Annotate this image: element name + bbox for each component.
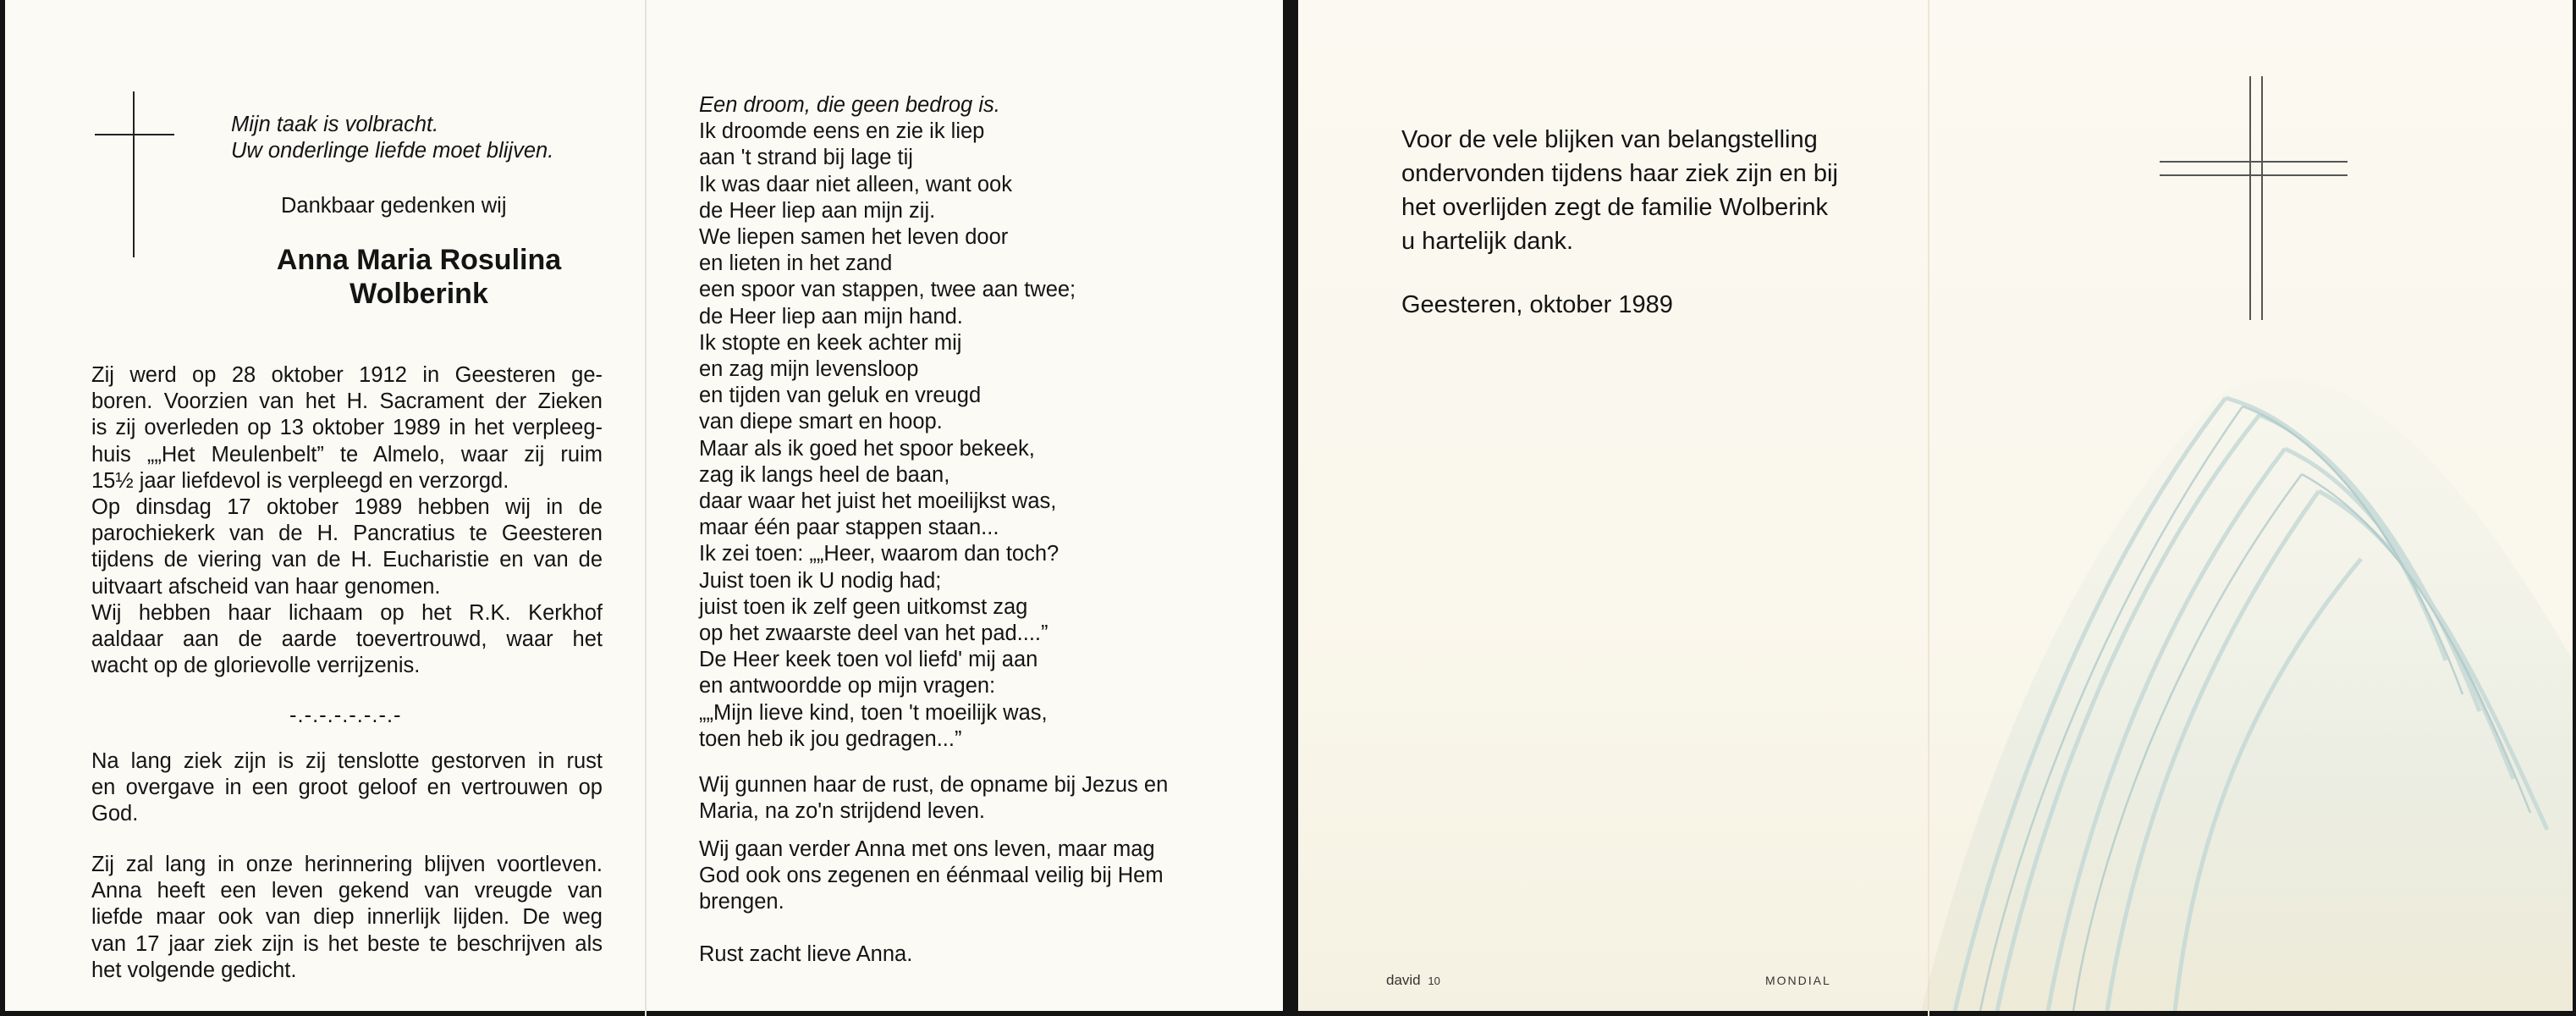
- text-line: van 17 jaar ziek zijn is het beste te beschrijven als: [91, 931, 603, 956]
- text-line: God.: [91, 802, 139, 826]
- bio-line: aaldaar aan de aarde toevertrouwd, waar het: [91, 627, 603, 652]
- poem-line: de Heer liep aan mijn hand.: [699, 304, 963, 329]
- text-line: God ook ons zegenen en éénmaal veilig bij Hem: [699, 864, 1164, 888]
- closing-paragraph-2: [699, 837, 1164, 916]
- poem-line: en tijden van geluk en vreugd: [699, 384, 982, 408]
- dedication: Dankbaar gedenken wij: [281, 194, 507, 218]
- poem-line: van diepe smart en hoop.: [699, 410, 943, 434]
- poem-line: Ik was daar niet alleen, want ook: [699, 172, 1012, 196]
- place-date: Geesteren, oktober 1989: [1401, 291, 1673, 318]
- poem-line: aan 't strand bij lage tij: [699, 146, 913, 170]
- text-line: Na lang ziek zijn is zij tenslotte gestorven in rust: [91, 749, 603, 773]
- name-line-2: Wolberink: [350, 278, 488, 310]
- poem-line: maar één paar stappen staan...: [699, 516, 999, 540]
- text-line: Voor de vele blijken van belangstelling: [1401, 126, 1818, 153]
- poem-line: Juist toen ik U nodig had;: [699, 568, 942, 593]
- poem-line: Ik zei toen: „„Heer, waarom dan toch?: [699, 542, 1060, 566]
- poem-line: zag ik langs heel de baan,: [699, 462, 950, 487]
- name-line-1: Anna Maria Rosulina: [276, 244, 562, 276]
- text-line: liefde maar ook van diep innerlijk lijden. De weg: [91, 905, 603, 930]
- bio-line: is zij overleden op 13 oktober 1989 in het verpleeg-: [91, 416, 603, 440]
- text-line: en overgave in een groot geloof en vertrouwen op: [91, 776, 603, 800]
- printer-model-name: david: [1386, 972, 1421, 988]
- text-line: brengen.: [699, 890, 784, 914]
- quote-line: Mijn taak is volbracht.: [231, 113, 439, 136]
- deceased-name: [152, 243, 685, 311]
- text-line: ondervonden tijdens haar ziek zijn en bij: [1401, 160, 1838, 187]
- grass-illustration: [1921, 305, 2573, 1011]
- thanks-paragraph: [1401, 123, 1838, 258]
- closing-paragraph-1: [699, 772, 1168, 825]
- poem-line: de Heer liep aan mijn zij.: [699, 198, 936, 223]
- poem-line: We liepen samen het leven door: [699, 225, 1009, 250]
- death-paragraph: [91, 748, 603, 828]
- poem-line: en zag mijn levensloop: [699, 357, 919, 382]
- biography: [91, 362, 603, 679]
- printer-model-number: 10: [1428, 975, 1440, 987]
- memory-paragraph: [91, 852, 603, 984]
- poem-line: en lieten in het zand: [699, 251, 893, 276]
- opening-quote: [231, 112, 553, 164]
- bio-line: Wij hebben haar lichaam op het R.K. Kerkhof: [91, 600, 603, 625]
- poem: [699, 92, 1076, 753]
- text-line: Maria, na zo'n strijdend leven.: [699, 799, 985, 824]
- bio-line: 15½ jaar liefdevol is verpleegd en verzorgd.: [91, 468, 509, 493]
- poem-line: juist toen ik zelf geen uitkomst zag: [699, 594, 1028, 619]
- bio-line: huis „„Het Meulenbelt” te Almelo, waar zij ruim: [91, 442, 603, 467]
- text-line: het overlijden zegt de familie Wolberink: [1401, 194, 1829, 221]
- poem-line: Ik stopte en keek achter mij: [699, 330, 962, 355]
- text-line: het volgende gedicht.: [91, 958, 297, 982]
- printer-brand: MONDIAL: [1765, 974, 1831, 987]
- poem-line: Maar als ik goed het spoor bekeek,: [699, 436, 1035, 461]
- poem-title: Een droom, die geen bedrog is.: [699, 93, 1000, 117]
- separator: -.-.-.-.-.-.-.-: [289, 704, 402, 727]
- poem-line: en antwoordde op mijn vragen:: [699, 674, 996, 698]
- bio-line: parochiekerk van de H. Pancratius te Geesteren: [91, 522, 603, 546]
- poem-line: De Heer keek toen vol liefd' mij aan: [699, 648, 1038, 672]
- poem-line: „„Mijn lieve kind, toen 't moeilijk was,: [699, 700, 1048, 725]
- text-line: Wij gaan verder Anna met ons leven, maar mag: [699, 837, 1155, 861]
- farewell: Rust zacht lieve Anna.: [699, 942, 913, 966]
- bio-line: tijdens de viering van de H. Eucharistie en van de: [91, 548, 603, 572]
- text-line: Anna heeft een leven gekend van vreugde van: [91, 879, 603, 903]
- poem-line: toen heb ik jou gedragen...”: [699, 726, 962, 751]
- poem-line: een spoor van stappen, twee aan twee;: [699, 278, 1076, 302]
- text-line: Zij zal lang in onze herinnering blijven voortleven.: [91, 853, 603, 876]
- printer-model: [1386, 972, 1440, 989]
- bio-line: Op dinsdag 17 oktober 1989 hebben wij in de: [91, 495, 603, 520]
- quote-line: Uw onderlinge liefde moet blijven.: [231, 139, 554, 163]
- poem-line: op het zwaarste deel van het pad....”: [699, 621, 1049, 646]
- bio-line: wacht op de glorievolle verrijzenis.: [91, 654, 421, 678]
- fold-line: [645, 0, 647, 1016]
- text-line: u hartelijk dank.: [1401, 228, 1574, 255]
- text-line: Wij gunnen haar de rust, de opname bij Jezus en: [699, 773, 1169, 797]
- bio-line: Zij werd op 28 oktober 1912 in Geesteren ge-: [91, 363, 603, 387]
- poem-line: Ik droomde eens en zie ik liep: [699, 119, 985, 144]
- bio-line: uitvaart afscheid van haar genomen.: [91, 574, 441, 599]
- bio-line: boren. Voorzien van het H. Sacrament der Zieken: [91, 389, 603, 414]
- poem-line: daar waar het juist het moeilijkst was,: [699, 489, 1057, 514]
